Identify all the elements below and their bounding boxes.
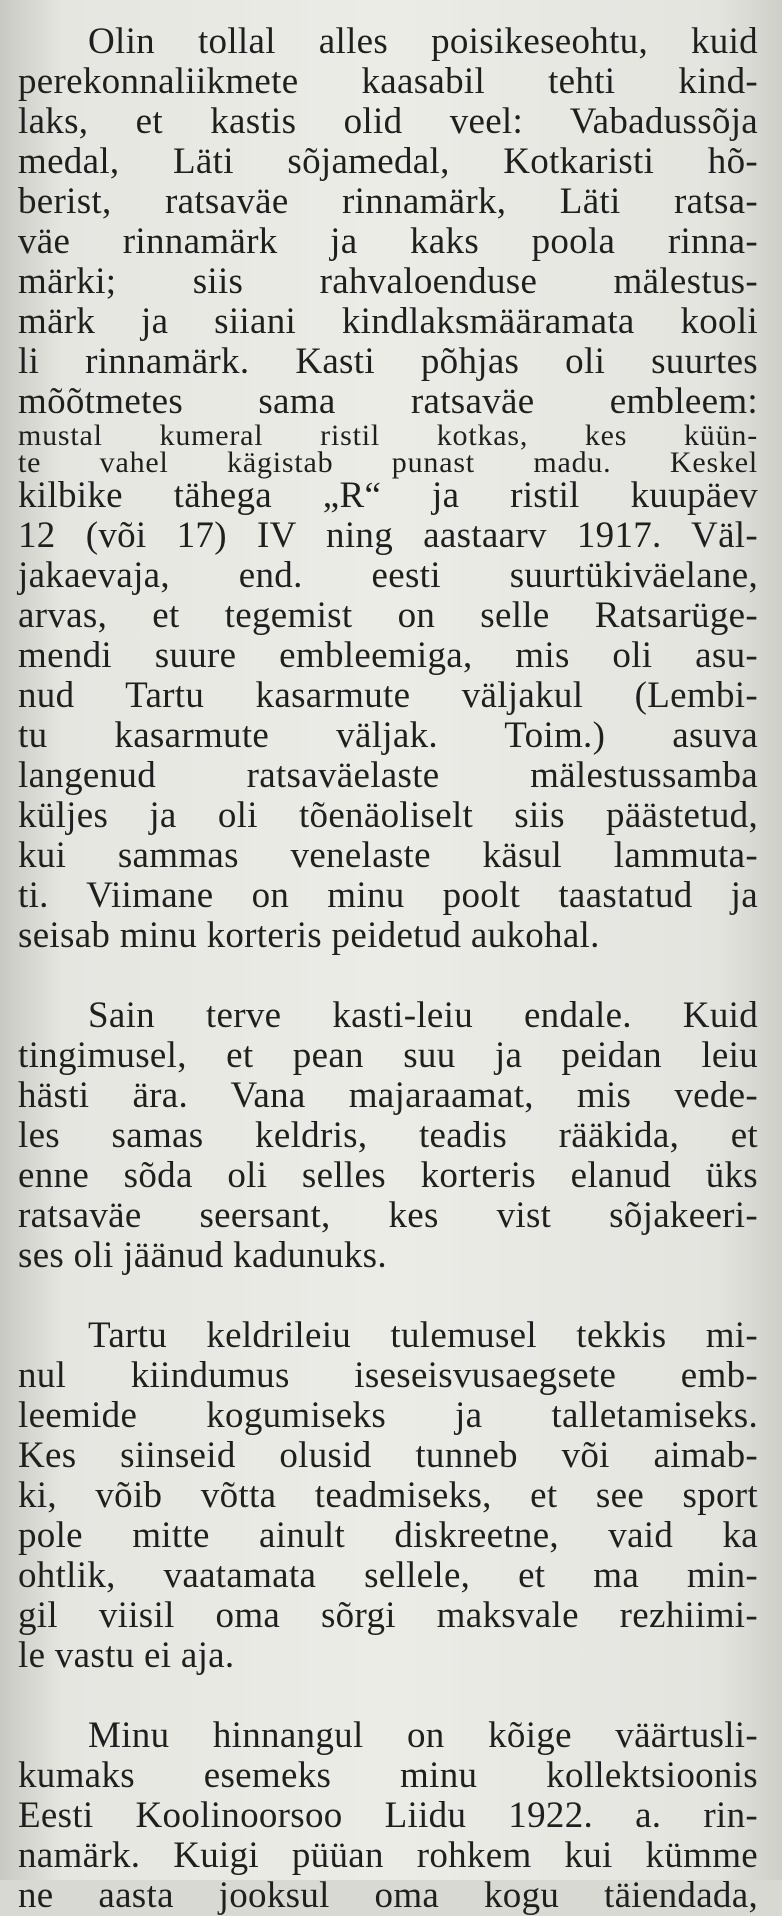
text-line: seisab minu korteris peidetud aukohal. bbox=[18, 915, 600, 956]
text-line: ratsaväe seersant, kes vist sõjakeeri- bbox=[18, 1195, 758, 1236]
text-line: märk ja siiani kindlaksmääramata kooli bbox=[18, 301, 758, 342]
text-line: medal, Läti sõjamedal, Kotkaristi hõ- bbox=[18, 141, 758, 182]
paragraph bbox=[18, 1716, 758, 1916]
text-line: perekonnaliikmete kaasabil tehti kind- bbox=[18, 61, 758, 102]
text-line: namärk. Kuigi püüan rohkem kui kümme bbox=[18, 1835, 758, 1876]
text-line: hästi ära. Vana majaraamat, mis vede- bbox=[18, 1075, 758, 1116]
paragraph bbox=[18, 996, 758, 1276]
text-line: tu kasarmute väljak. Toim.) asuva bbox=[18, 715, 758, 756]
text-line: langenud ratsaväelaste mälestussamba bbox=[18, 755, 758, 796]
text-line: väe rinnamärk ja kaks poola rinna- bbox=[18, 221, 758, 262]
text-line: nud Tartu kasarmute väljakul (Lembi- bbox=[18, 675, 758, 716]
text-line: ses oli jäänud kadunuks. bbox=[18, 1235, 387, 1276]
text-line: berist, ratsaväe rinnamärk, Läti ratsa- bbox=[18, 181, 758, 222]
text-line: Tartu keldrileiu tulemusel tekkis mi- bbox=[88, 1315, 758, 1356]
text-line: enne sõda oli selles korteris elanud üks bbox=[18, 1155, 758, 1196]
text-line: ti. Viimane on minu poolt taastatud ja bbox=[18, 875, 758, 916]
paragraph bbox=[18, 1316, 758, 1676]
text-line: Eesti Koolinoorsoo Liidu 1922. a. rin- bbox=[18, 1795, 758, 1836]
text-line: les samas keldris, teadis rääkida, et bbox=[18, 1115, 758, 1156]
text-line: mendi suure embleemiga, mis oli asu- bbox=[18, 635, 758, 676]
text-line: ne aasta jooksul oma kogu täiendada, bbox=[18, 1875, 758, 1916]
text-line: le vastu ei aja. bbox=[18, 1635, 235, 1676]
text-line: mõõtmetes sama ratsaväe embleem: bbox=[18, 381, 758, 422]
text-line: Minu hinnangul on kõige väärtusli- bbox=[88, 1715, 758, 1756]
text-line: gil viisil oma sõrgi maksvale rezhiimi- bbox=[18, 1595, 758, 1636]
text-line: jakaevaja, end. eesti suurtükiväelane, bbox=[18, 555, 758, 596]
text-line: kumaks esemeks minu kollektsioonis bbox=[18, 1755, 758, 1796]
text-line: küljes ja oli tõenäoliselt siis päästetud, bbox=[18, 795, 758, 836]
text-line: ohtlik, vaatamata sellele, et ma min- bbox=[18, 1555, 758, 1596]
text-line: mustal kumeral ristil kotkas, kes küün- bbox=[18, 419, 758, 452]
text-line: li rinnamärk. Kasti põhjas oli suurtes bbox=[18, 341, 758, 382]
text-line: ki, võib võtta teadmiseks, et see sport bbox=[18, 1475, 758, 1516]
article-column bbox=[18, 22, 758, 1916]
text-line: laks, et kastis olid veel: Vabadussõja bbox=[18, 101, 758, 142]
text-line: pole mitte ainult diskreetne, vaid ka bbox=[18, 1515, 758, 1556]
text-line: kui sammas venelaste käsul lammuta- bbox=[18, 835, 758, 876]
text-line: 12 (või 17) IV ning aastaarv 1917. Väl- bbox=[18, 515, 758, 556]
text-line: leemide kogumiseks ja talletamiseks. bbox=[18, 1395, 758, 1436]
text-line: Kes siinseid olusid tunneb või aimab- bbox=[18, 1435, 758, 1476]
text-line: tingimusel, et pean suu ja peidan leiu bbox=[18, 1035, 758, 1076]
text-line: arvas, et tegemist on selle Ratsarüge- bbox=[18, 595, 758, 636]
text-line: märki; siis rahvaloenduse mälestus- bbox=[18, 261, 758, 302]
text-line: Sain terve kasti-leiu endale. Kuid bbox=[88, 995, 758, 1036]
paragraph bbox=[18, 22, 758, 956]
text-line: te vahel kägistab punast madu. Keskel bbox=[18, 446, 758, 479]
text-line: nul kiindumus iseseisvusaegsete emb- bbox=[18, 1355, 758, 1396]
text-line: Olin tollal alles poisikeseohtu, kuid bbox=[88, 21, 758, 62]
text-line: kilbike tähega „R“ ja ristil kuupäev bbox=[18, 475, 758, 516]
